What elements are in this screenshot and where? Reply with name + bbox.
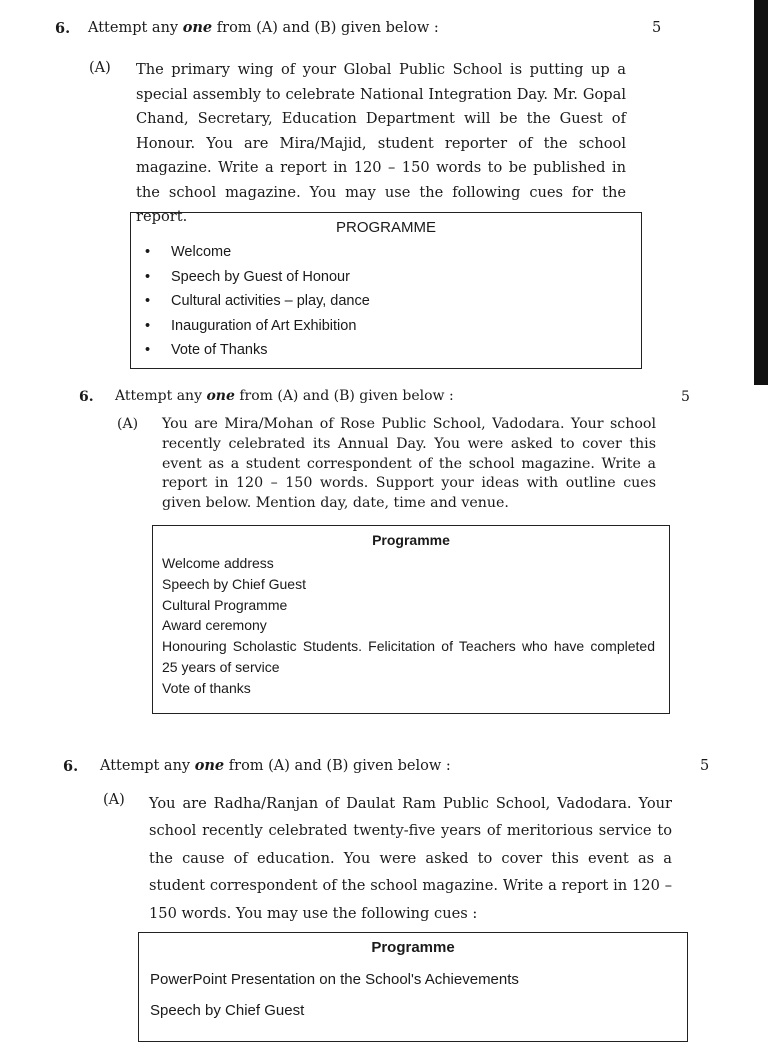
marks-value: 5 [700, 758, 710, 774]
question-number: 6. [79, 389, 94, 405]
scan-edge-bar [754, 0, 768, 385]
programme-title: PROGRAMME [335, 219, 436, 236]
programme-item: Cultural Programme [162, 596, 288, 613]
programme-item-text: Vote of Thanks [171, 342, 268, 358]
programme-item [131, 289, 641, 314]
bullet-icon: • [145, 317, 151, 334]
programme-item-text: Cultural activities – play, dance [171, 293, 370, 309]
bullet-icon: • [145, 268, 151, 285]
marks-value: 5 [681, 389, 690, 405]
programme-item: Speech by Chief Guest [150, 1002, 305, 1019]
programme-item-text: Welcome [171, 244, 232, 260]
question-paragraph: The primary wing of your Global Public School is putting up a special assembly to celebrate National Integration Day. Mr. Gopal Chand, Secretary, Education Department will be the Guest of Honour. You are Mira/Majid, student reporter of the school magazine. Write a report in 120 – 150 words to be published in the school magazine. You may use the following cues for the report. [136, 61, 626, 225]
programme-item: Honouring Scholastic Students. Felicitation of Teachers who have completed 25 years of service [162, 638, 655, 675]
marks-value: 5 [652, 20, 662, 36]
programme-item: Speech by Chief Guest [162, 575, 306, 592]
instruction-text: Attempt any [115, 388, 207, 404]
instruction-emphasis: one [182, 19, 213, 36]
option-label: (A) [117, 416, 139, 432]
instruction-emphasis: one [206, 388, 235, 404]
programme-title: Programme [371, 939, 455, 956]
programme-item: PowerPoint Presentation on the School's Achievements [150, 971, 519, 988]
programme-item: Vote of thanks [162, 679, 251, 696]
programme-list [153, 553, 669, 699]
question-instruction [100, 757, 451, 774]
programme-item [131, 265, 641, 290]
option-label: (A) [103, 792, 125, 808]
programme-box [152, 525, 670, 714]
programme-item: Award ceremony [162, 617, 267, 634]
programme-item-text: Speech by Guest of Honour [171, 268, 350, 285]
option-label: (A) [89, 60, 111, 76]
programme-item: Welcome address [162, 555, 274, 571]
programme-item [131, 240, 641, 265]
programme-box [130, 212, 642, 369]
question-number: 6. [63, 758, 79, 775]
programme-item [131, 314, 641, 339]
question-instruction [88, 19, 439, 36]
instruction-text: from (A) and (B) given below : [212, 20, 439, 36]
programme-box [138, 932, 688, 1042]
programme-item [131, 338, 641, 363]
question-number: 6. [55, 20, 71, 37]
programme-item-text: Inauguration of Art Exhibition [171, 317, 357, 334]
programme-title: Programme [372, 532, 450, 548]
bullet-icon: • [145, 244, 151, 260]
programme-list [131, 240, 641, 363]
instruction-text: Attempt any [100, 758, 195, 774]
instruction-text: from (A) and (B) given below : [234, 388, 454, 404]
instruction-emphasis: one [194, 757, 225, 774]
question-paragraph: You are Radha/Ranjan of Daulat Ram Public School, Vadodara. Your school recently celebrated twenty-five years of meritorious service to the cause of education. You were asked to cover this event as a student correspondent of the school magazine. Write a report in 120 – 150 words. You may use the following cues : [149, 795, 672, 922]
bullet-icon: • [145, 293, 151, 309]
question-instruction [115, 388, 454, 404]
instruction-text: Attempt any [88, 20, 183, 36]
programme-list [139, 964, 687, 1026]
question-paragraph: You are Mira/Mohan of Rose Public School, Vadodara. Your school recently celebrated its Annual Day. You were asked to cover this event as a student correspondent of the school magazine. Write a report in 120 – 150 words. Support your ideas with outline cues given below. Mention day, date, time and venue. [162, 416, 656, 512]
instruction-text: from (A) and (B) given below : [224, 758, 451, 774]
bullet-icon: • [145, 342, 151, 358]
